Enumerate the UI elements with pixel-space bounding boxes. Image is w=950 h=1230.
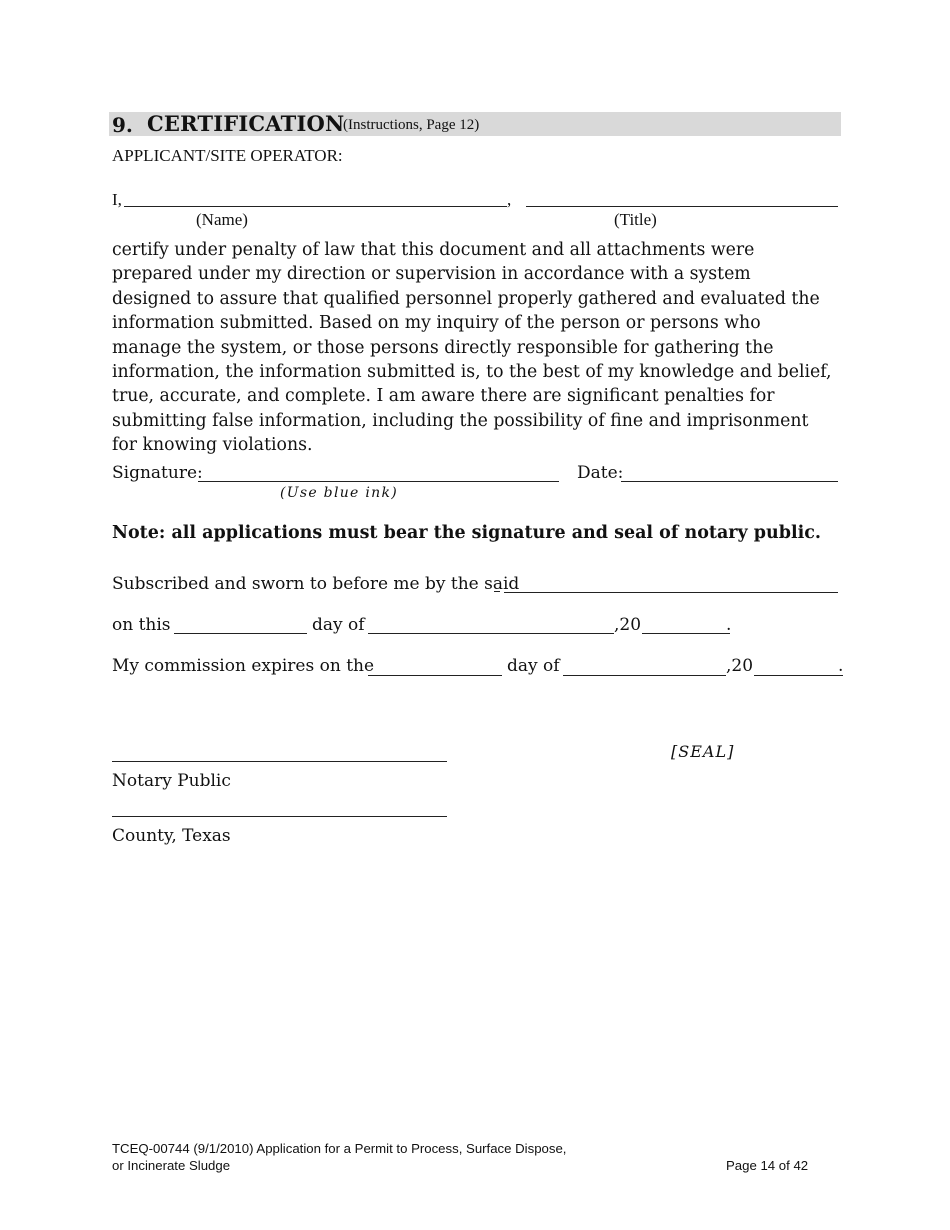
signature-hint: (Use blue ink) bbox=[280, 485, 399, 501]
name-title-comma: , bbox=[507, 190, 512, 209]
sworn-day-of-label: day of bbox=[312, 615, 365, 635]
section-instructions-note: (Instructions, Page 12) bbox=[343, 117, 480, 133]
date-label: Date: bbox=[577, 463, 624, 483]
on-this-label: on this bbox=[112, 615, 171, 635]
notary-requirement-note: Note: all applications must bear the signature and seal of notary public. bbox=[112, 523, 822, 543]
signature-label: Signature: bbox=[112, 463, 203, 483]
notary-public-label: Notary Public bbox=[112, 771, 231, 791]
commission-year-field[interactable] bbox=[754, 675, 843, 676]
notary-signature-field[interactable] bbox=[112, 761, 447, 762]
commission-period: . bbox=[838, 656, 844, 676]
sworn-day-field[interactable] bbox=[174, 633, 307, 634]
title-field[interactable] bbox=[526, 206, 838, 207]
sworn-name-field[interactable] bbox=[504, 592, 838, 593]
county-label: County, Texas bbox=[112, 826, 231, 846]
commission-day-field[interactable] bbox=[368, 675, 502, 676]
sworn-field-lead bbox=[494, 591, 500, 592]
signature-field[interactable] bbox=[198, 481, 559, 482]
footer-page-number: Page 14 of 42 bbox=[726, 1158, 809, 1173]
footer-form-line-2: or Incinerate Sludge bbox=[112, 1158, 231, 1173]
applicant-label: APPLICANT/SITE OPERATOR: bbox=[112, 146, 343, 165]
seal-label: [SEAL] bbox=[671, 742, 735, 761]
footer-form-id bbox=[112, 1140, 566, 1174]
name-prefix: I, bbox=[112, 190, 122, 209]
sworn-month-field[interactable] bbox=[368, 633, 614, 634]
sworn-text: Subscribed and sworn to before me by the said bbox=[112, 574, 520, 594]
section-number: 9. bbox=[112, 113, 133, 137]
section-title: CERTIFICATION bbox=[147, 111, 345, 136]
sworn-year-field[interactable] bbox=[642, 633, 730, 634]
name-caption: (Name) bbox=[196, 210, 248, 229]
name-field[interactable] bbox=[124, 206, 507, 207]
county-field[interactable] bbox=[112, 816, 447, 817]
sworn-year-prefix: ,20 bbox=[614, 615, 642, 635]
date-field[interactable] bbox=[621, 481, 838, 482]
title-caption: (Title) bbox=[614, 210, 657, 229]
certification-statement: certify under penalty of law that this document and all attachments were prepared under my direction or supervision in accordance with a system designed to assure that qualified personnel properly gathered and evaluated the information submitted. Based on my inquiry of the person or persons who manage the system, or those persons directly responsible for gathering the information, the information submitted is, to the best of my knowledge and belief, true, accurate, and complete. I am aware there are significant penalties for submitting false information, including the possibility of fine and imprisonment for knowing violations. bbox=[112, 240, 832, 456]
commission-month-field[interactable] bbox=[563, 675, 726, 676]
commission-year-prefix: ,20 bbox=[726, 656, 754, 676]
footer-form-line-1: TCEQ-00744 (9/1/2010) Application for a Permit to Process, Surface Dispose, bbox=[112, 1141, 567, 1156]
commission-text: My commission expires on the bbox=[112, 656, 375, 676]
commission-day-of-label: day of bbox=[507, 656, 560, 676]
sworn-period: . bbox=[726, 615, 732, 635]
